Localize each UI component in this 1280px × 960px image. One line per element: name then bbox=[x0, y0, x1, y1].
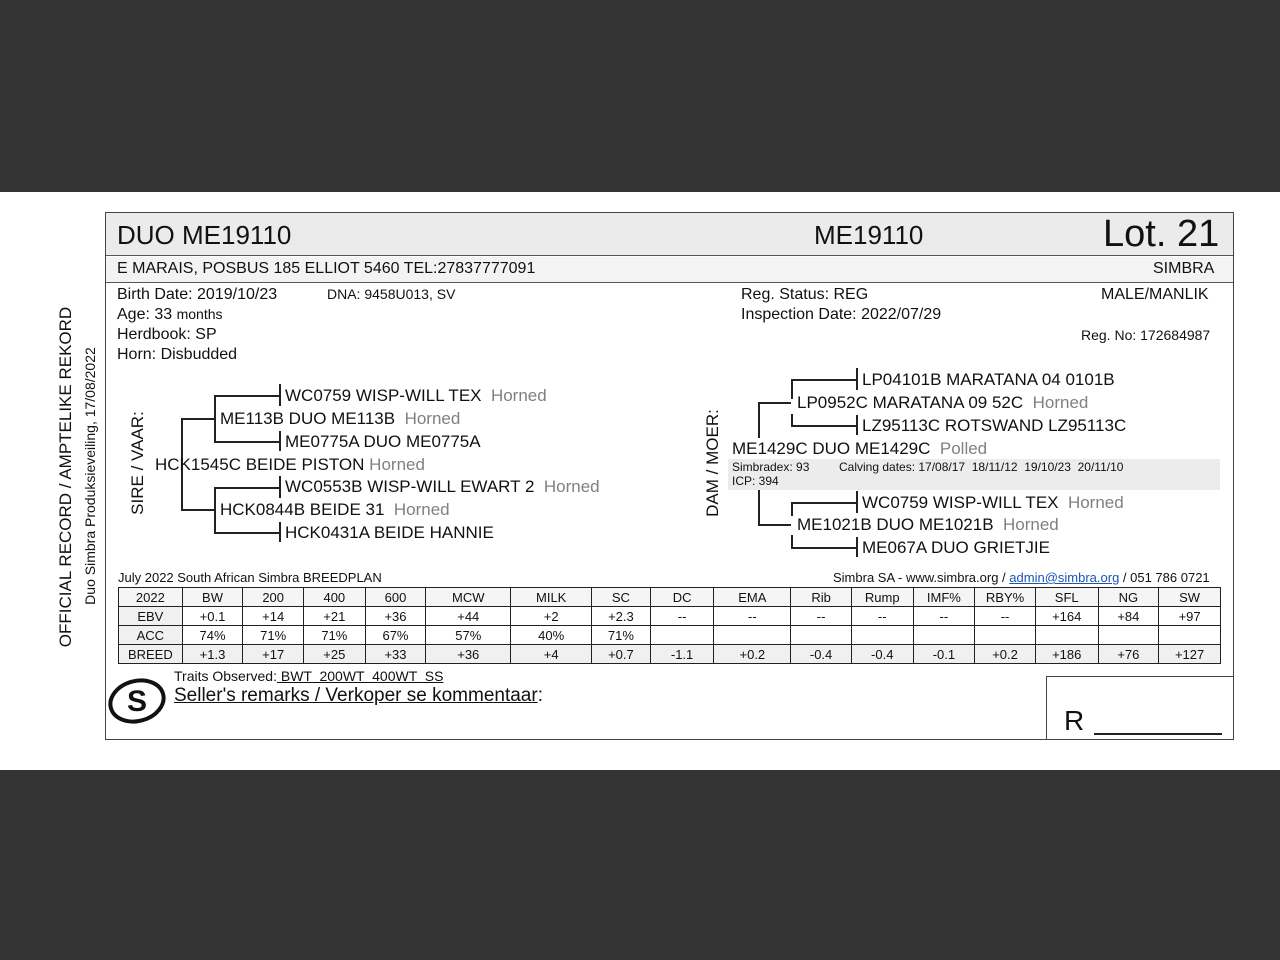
column-header: NG bbox=[1098, 588, 1159, 607]
pedigree-line bbox=[791, 379, 856, 381]
dam-sire-sire bbox=[862, 370, 1115, 390]
pedigree-line bbox=[279, 431, 281, 451]
sire-name bbox=[155, 455, 425, 475]
contact-email-link[interactable]: admin@simbra.org bbox=[1009, 570, 1120, 585]
sire-label: SIRE / VAAR: bbox=[128, 411, 147, 515]
table-cell: +0.7 bbox=[592, 645, 651, 664]
column-header: IMF% bbox=[913, 588, 975, 607]
sire-sire-sire-name: WC0759 WISP-WILL TEX bbox=[285, 386, 482, 405]
column-header: 200 bbox=[243, 588, 304, 607]
column-header: 2022 bbox=[119, 588, 183, 607]
column-header: 400 bbox=[304, 588, 366, 607]
table-cell: -- bbox=[975, 607, 1036, 626]
table-cell: -1.1 bbox=[650, 645, 714, 664]
seller-remarks-colon: : bbox=[537, 685, 543, 706]
sire-sire-horn: Horned bbox=[404, 409, 461, 428]
table-cell: -- bbox=[791, 607, 852, 626]
pedigree-line bbox=[758, 490, 760, 525]
pedigree-line bbox=[758, 402, 791, 404]
birth-date: Birth Date: 2019/10/23 bbox=[117, 286, 278, 303]
dam-id: ME1429C DUO ME1429C bbox=[732, 439, 931, 458]
owner-address: E MARAIS, POSBUS 185 ELLIOT 5460 TEL:27837777091 bbox=[117, 260, 536, 277]
official-record-label: OFFICIAL RECORD / AMPTELIKE REKORD bbox=[56, 306, 75, 648]
table-cell: 74% bbox=[182, 626, 243, 645]
table-cell: -- bbox=[851, 607, 913, 626]
table-cell: 71% bbox=[592, 626, 651, 645]
table-cell: +36 bbox=[426, 645, 511, 664]
traits-label: Traits Observed: bbox=[174, 668, 277, 684]
pedigree-line bbox=[214, 487, 279, 489]
column-header: RBY% bbox=[975, 588, 1036, 607]
sire-dam-name: HCK0844B BEIDE 31 bbox=[220, 500, 385, 519]
sire-sire-sire-horn: Horned bbox=[490, 386, 547, 405]
table-cell: +186 bbox=[1035, 645, 1098, 664]
sire-sire-name: ME113B DUO ME113B bbox=[220, 409, 396, 428]
pedigree-line bbox=[791, 379, 793, 399]
sex: MALE/MANLIK bbox=[1101, 286, 1209, 303]
table-cell: 57% bbox=[426, 626, 511, 645]
pedigree-line bbox=[214, 395, 216, 441]
table-cell: -0.1 bbox=[913, 645, 975, 664]
table-cell: 71% bbox=[304, 626, 366, 645]
sire-sire bbox=[220, 409, 460, 429]
traits-observed bbox=[174, 668, 443, 684]
pedigree-line bbox=[791, 502, 856, 504]
table-cell: +0.2 bbox=[714, 645, 791, 664]
dam-name bbox=[732, 439, 987, 459]
table-cell: +76 bbox=[1098, 645, 1159, 664]
column-header: SC bbox=[592, 588, 651, 607]
table-cell: +44 bbox=[426, 607, 511, 626]
pedigree-line bbox=[856, 491, 858, 513]
dam-sire-sire-name: LP04101B MARATANA 04 0101B bbox=[862, 370, 1115, 389]
top-letterbox bbox=[0, 0, 1280, 192]
column-header: EMA bbox=[714, 588, 791, 607]
pedigree-line bbox=[856, 415, 858, 435]
dam-dam-sire-name: WC0759 WISP-WILL TEX bbox=[862, 493, 1059, 512]
auction-label: Duo Simbra Produksieveiling, 17/08/2022 bbox=[82, 347, 98, 605]
animal-id: ME19110 bbox=[814, 220, 924, 250]
sire-dam-sire-name: WC0553B WISP-WILL EWART 2 bbox=[285, 477, 535, 496]
traits-value: BWT 200WT 400WT SS bbox=[276, 668, 444, 684]
table-cell bbox=[975, 626, 1036, 645]
pedigree-line bbox=[856, 368, 858, 390]
dam-sire-dam-name: LZ95113C ROTSWAND LZ95113C bbox=[862, 416, 1127, 435]
dam-sire-dam bbox=[862, 416, 1126, 436]
pedigree-line bbox=[181, 509, 214, 511]
dam-dam-sire bbox=[862, 493, 1124, 513]
age-unit: months bbox=[176, 306, 223, 322]
table-cell: +33 bbox=[365, 645, 426, 664]
table-cell: -- bbox=[913, 607, 975, 626]
sire-dam-dam bbox=[285, 523, 494, 543]
column-header: SW bbox=[1159, 588, 1221, 607]
dam-dam bbox=[797, 515, 1059, 535]
sire-sire-dam bbox=[285, 432, 481, 452]
age-value: Age: 33 bbox=[117, 306, 173, 323]
dam-dam-dam bbox=[862, 538, 1050, 558]
sire-id: HCK1545C BEIDE PISTON bbox=[155, 455, 365, 474]
dam-dam-dam-name: ME067A DUO GRIETJIE bbox=[862, 538, 1050, 557]
dam-dam-horn: Horned bbox=[1003, 515, 1059, 534]
pedigree-line bbox=[791, 502, 793, 516]
sire-dam-sire bbox=[285, 477, 600, 497]
table-cell bbox=[1159, 626, 1221, 645]
table-cell: -- bbox=[650, 607, 714, 626]
dam-label: DAM / MOER: bbox=[703, 409, 722, 517]
sire-dam-dam-name: HCK0431A BEIDE HANNIE bbox=[285, 523, 494, 542]
acc-row bbox=[119, 626, 1221, 645]
table-cell: 67% bbox=[365, 626, 426, 645]
age bbox=[117, 306, 223, 324]
sire-dam-horn: Horned bbox=[393, 500, 450, 519]
column-header: MCW bbox=[426, 588, 511, 607]
table-cell bbox=[913, 626, 975, 645]
bottom-letterbox bbox=[0, 770, 1280, 960]
pedigree-line bbox=[758, 402, 760, 438]
pedigree-line bbox=[214, 532, 279, 534]
row-label: BREED bbox=[119, 645, 183, 664]
inspection-date: Inspection Date: 2022/07/29 bbox=[741, 306, 942, 323]
column-header: MILK bbox=[511, 588, 592, 607]
pedigree-line bbox=[181, 418, 214, 420]
table-cell: +97 bbox=[1159, 607, 1221, 626]
pedigree-line bbox=[791, 547, 856, 549]
table-cell: +2.3 bbox=[592, 607, 651, 626]
dam-horn: Polled bbox=[939, 439, 988, 458]
horn-status: Horn: Disbudded bbox=[117, 346, 238, 363]
dam-icp: ICP: 394 bbox=[732, 474, 779, 488]
breed-label: SIMBRA bbox=[1153, 260, 1215, 277]
column-header: SFL bbox=[1035, 588, 1098, 607]
table-cell: -- bbox=[714, 607, 791, 626]
dam-sire-name: LP0952C MARATANA 09 52C bbox=[797, 393, 1024, 412]
seller-remarks-label: Seller's remarks / Verkoper se kommentaar bbox=[174, 685, 538, 706]
sire-dam-sire-horn: Horned bbox=[543, 477, 600, 496]
table-cell: +164 bbox=[1035, 607, 1098, 626]
pedigree-line bbox=[214, 395, 279, 397]
pedigree-line bbox=[279, 522, 281, 542]
sire-sire-sire bbox=[285, 386, 547, 406]
dna: DNA: 9458U013, SV bbox=[327, 286, 456, 302]
dam-sire bbox=[797, 393, 1088, 413]
lot-number: Lot. 21 bbox=[1103, 213, 1220, 255]
breedplan-title: July 2022 South African Simbra BREEDPLAN bbox=[118, 570, 382, 585]
table-cell: -0.4 bbox=[851, 645, 913, 664]
table-cell: +36 bbox=[365, 607, 426, 626]
row-label: EBV bbox=[119, 607, 183, 626]
pedigree-line bbox=[758, 524, 791, 526]
table-cell: +14 bbox=[243, 607, 304, 626]
column-header: 600 bbox=[365, 588, 426, 607]
pedigree-line bbox=[214, 441, 279, 443]
ebv-header-row bbox=[119, 588, 1221, 607]
reg-number: Reg. No: 172684987 bbox=[1081, 327, 1211, 343]
table-cell: +17 bbox=[243, 645, 304, 664]
table-cell: +21 bbox=[304, 607, 366, 626]
table-cell: +84 bbox=[1098, 607, 1159, 626]
price-r-label: R bbox=[1064, 705, 1085, 736]
table-cell: 40% bbox=[511, 626, 592, 645]
pedigree-line bbox=[856, 537, 858, 557]
breedplan-contact bbox=[833, 570, 1210, 585]
table-cell: +0.2 bbox=[975, 645, 1036, 664]
ebv-row bbox=[119, 607, 1221, 626]
table-cell bbox=[1035, 626, 1098, 645]
sire-horn: Horned bbox=[369, 455, 425, 474]
breed-row bbox=[119, 645, 1221, 664]
dam-dam-sire-horn: Horned bbox=[1067, 493, 1124, 512]
contact-website: Simbra SA - www.simbra.org / bbox=[833, 570, 1010, 585]
table-cell bbox=[650, 626, 714, 645]
simbra-logo-icon bbox=[106, 676, 168, 726]
animal-name: DUO ME19110 bbox=[117, 220, 292, 250]
table-cell: +25 bbox=[304, 645, 366, 664]
dam-dam-name: ME1021B DUO ME1021B bbox=[797, 515, 994, 534]
table-cell: +0.1 bbox=[182, 607, 243, 626]
column-header: Rib bbox=[791, 588, 852, 607]
herdbook: Herdbook: SP bbox=[117, 326, 217, 343]
price-input-line[interactable] bbox=[1094, 733, 1222, 735]
reg-status: Reg. Status: REG bbox=[741, 286, 869, 303]
table-cell: +1.3 bbox=[182, 645, 243, 664]
table-cell: +127 bbox=[1159, 645, 1221, 664]
table-cell: -0.4 bbox=[791, 645, 852, 664]
column-header: DC bbox=[650, 588, 714, 607]
table-cell: +2 bbox=[511, 607, 592, 626]
dam-sire-horn: Horned bbox=[1032, 393, 1089, 412]
pedigree-line bbox=[791, 425, 856, 427]
table-cell: +4 bbox=[511, 645, 592, 664]
dam-simbradex: Simbradex: 93 bbox=[732, 460, 810, 474]
table-cell bbox=[791, 626, 852, 645]
column-header: BW bbox=[182, 588, 243, 607]
pedigree-line bbox=[214, 487, 216, 532]
table-cell: 71% bbox=[243, 626, 304, 645]
contact-phone: / 051 786 0721 bbox=[1119, 570, 1210, 585]
svg-text:S: S bbox=[126, 685, 148, 718]
dam-calving-dates: Calving dates: 17/08/17 18/11/12 19/10/23 20/11/10 bbox=[839, 460, 1124, 474]
ebv-table bbox=[118, 587, 1221, 664]
row-label: ACC bbox=[119, 626, 183, 645]
sire-dam bbox=[220, 500, 450, 520]
table-cell bbox=[714, 626, 791, 645]
pedigree-line bbox=[279, 384, 281, 406]
pedigree-line bbox=[279, 476, 281, 498]
pedigree-line bbox=[791, 535, 793, 547]
table-cell bbox=[1098, 626, 1159, 645]
seller-remarks bbox=[174, 685, 543, 707]
column-header: Rump bbox=[851, 588, 913, 607]
sire-sire-dam-name: ME0775A DUO ME0775A bbox=[285, 432, 481, 451]
table-cell bbox=[851, 626, 913, 645]
